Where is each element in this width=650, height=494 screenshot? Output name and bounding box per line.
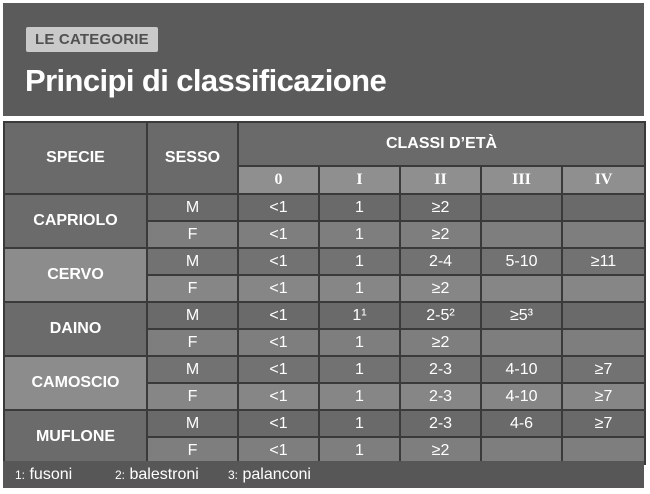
class-header: IV [562, 166, 645, 194]
table-row [4, 410, 645, 437]
sex-cell: M [147, 410, 238, 437]
age-cell: 1¹ [319, 302, 400, 329]
age-cell: <1 [238, 356, 319, 383]
table-row [4, 248, 645, 275]
infographic-panel [3, 3, 644, 488]
class-header: II [400, 166, 481, 194]
age-cell [562, 221, 645, 248]
footnote-text: fusoni [29, 466, 73, 483]
age-cell [481, 194, 562, 221]
age-cell [562, 275, 645, 302]
age-cell: ≥2 [400, 437, 481, 464]
age-cell: ≥11 [562, 248, 645, 275]
age-cell: 1 [319, 329, 400, 356]
age-cell [562, 437, 645, 464]
sex-cell: M [147, 356, 238, 383]
age-cell: ≥2 [400, 194, 481, 221]
age-cell: <1 [238, 329, 319, 356]
footnote-number: 1: [15, 468, 26, 482]
species-name: CERVO [4, 248, 147, 302]
age-cell: <1 [238, 410, 319, 437]
sex-cell: F [147, 437, 238, 464]
age-cell: <1 [238, 275, 319, 302]
age-cell: ≥2 [400, 275, 481, 302]
species-name: DAINO [4, 302, 147, 356]
header [3, 3, 644, 116]
age-cell: <1 [238, 194, 319, 221]
page-title: Principi di classificazione [25, 63, 387, 98]
species-name: CAMOSCIO [4, 356, 147, 410]
footnote [15, 461, 72, 489]
class-header: I [319, 166, 400, 194]
age-cell: <1 [238, 221, 319, 248]
age-cell: 2-4 [400, 248, 481, 275]
age-cell: 1 [319, 275, 400, 302]
age-cell: <1 [238, 437, 319, 464]
age-cell: 2-3 [400, 356, 481, 383]
age-cell: 1 [319, 221, 400, 248]
age-cell: 1 [319, 437, 400, 464]
sex-cell: F [147, 329, 238, 356]
age-cell [481, 329, 562, 356]
age-cell: 1 [319, 356, 400, 383]
age-cell: 1 [319, 410, 400, 437]
table-row [4, 356, 645, 383]
col-header-sex: SESSO [147, 122, 238, 194]
age-cell: <1 [238, 248, 319, 275]
age-cell: 2-3 [400, 383, 481, 410]
age-cell: ≥2 [400, 221, 481, 248]
sex-cell: M [147, 302, 238, 329]
table-row [4, 302, 645, 329]
age-cell: ≥7 [562, 383, 645, 410]
age-cell [481, 221, 562, 248]
age-cell: 4-6 [481, 410, 562, 437]
age-cell: ≥7 [562, 356, 645, 383]
age-cell: 2-5² [400, 302, 481, 329]
sex-cell: M [147, 248, 238, 275]
footnote-number: 3: [228, 468, 239, 482]
age-cell [562, 194, 645, 221]
category-badge: LE CATEGORIE [26, 27, 158, 52]
sex-cell: F [147, 221, 238, 248]
col-header-age-classes: CLASSI D’ETÀ [238, 122, 645, 166]
age-cell: 1 [319, 248, 400, 275]
age-cell: ≥2 [400, 329, 481, 356]
age-cell [562, 302, 645, 329]
class-header: III [481, 166, 562, 194]
col-header-species: SPECIE [4, 122, 147, 194]
age-cell: 2-3 [400, 410, 481, 437]
species-name: MUFLONE [4, 410, 147, 464]
footnote [115, 461, 199, 489]
age-cell: ≥7 [562, 410, 645, 437]
age-cell [481, 437, 562, 464]
age-cell: 1 [319, 194, 400, 221]
age-cell: 5-10 [481, 248, 562, 275]
age-cell: 4-10 [481, 383, 562, 410]
sex-cell: F [147, 383, 238, 410]
sex-cell: M [147, 194, 238, 221]
table-row [4, 194, 645, 221]
footnote-number: 2: [115, 468, 126, 482]
footnote [228, 461, 311, 489]
footnotes [3, 461, 644, 488]
classification-table [3, 121, 646, 465]
age-cell: ≥5³ [481, 302, 562, 329]
age-cell: <1 [238, 302, 319, 329]
sex-cell: F [147, 275, 238, 302]
footnote-text: palanconi [242, 466, 311, 483]
age-cell: 1 [319, 383, 400, 410]
age-cell [481, 275, 562, 302]
age-cell: 4-10 [481, 356, 562, 383]
age-cell [562, 329, 645, 356]
class-header: 0 [238, 166, 319, 194]
species-name: CAPRIOLO [4, 194, 147, 248]
age-cell: <1 [238, 383, 319, 410]
footnote-text: balestroni [129, 466, 199, 483]
